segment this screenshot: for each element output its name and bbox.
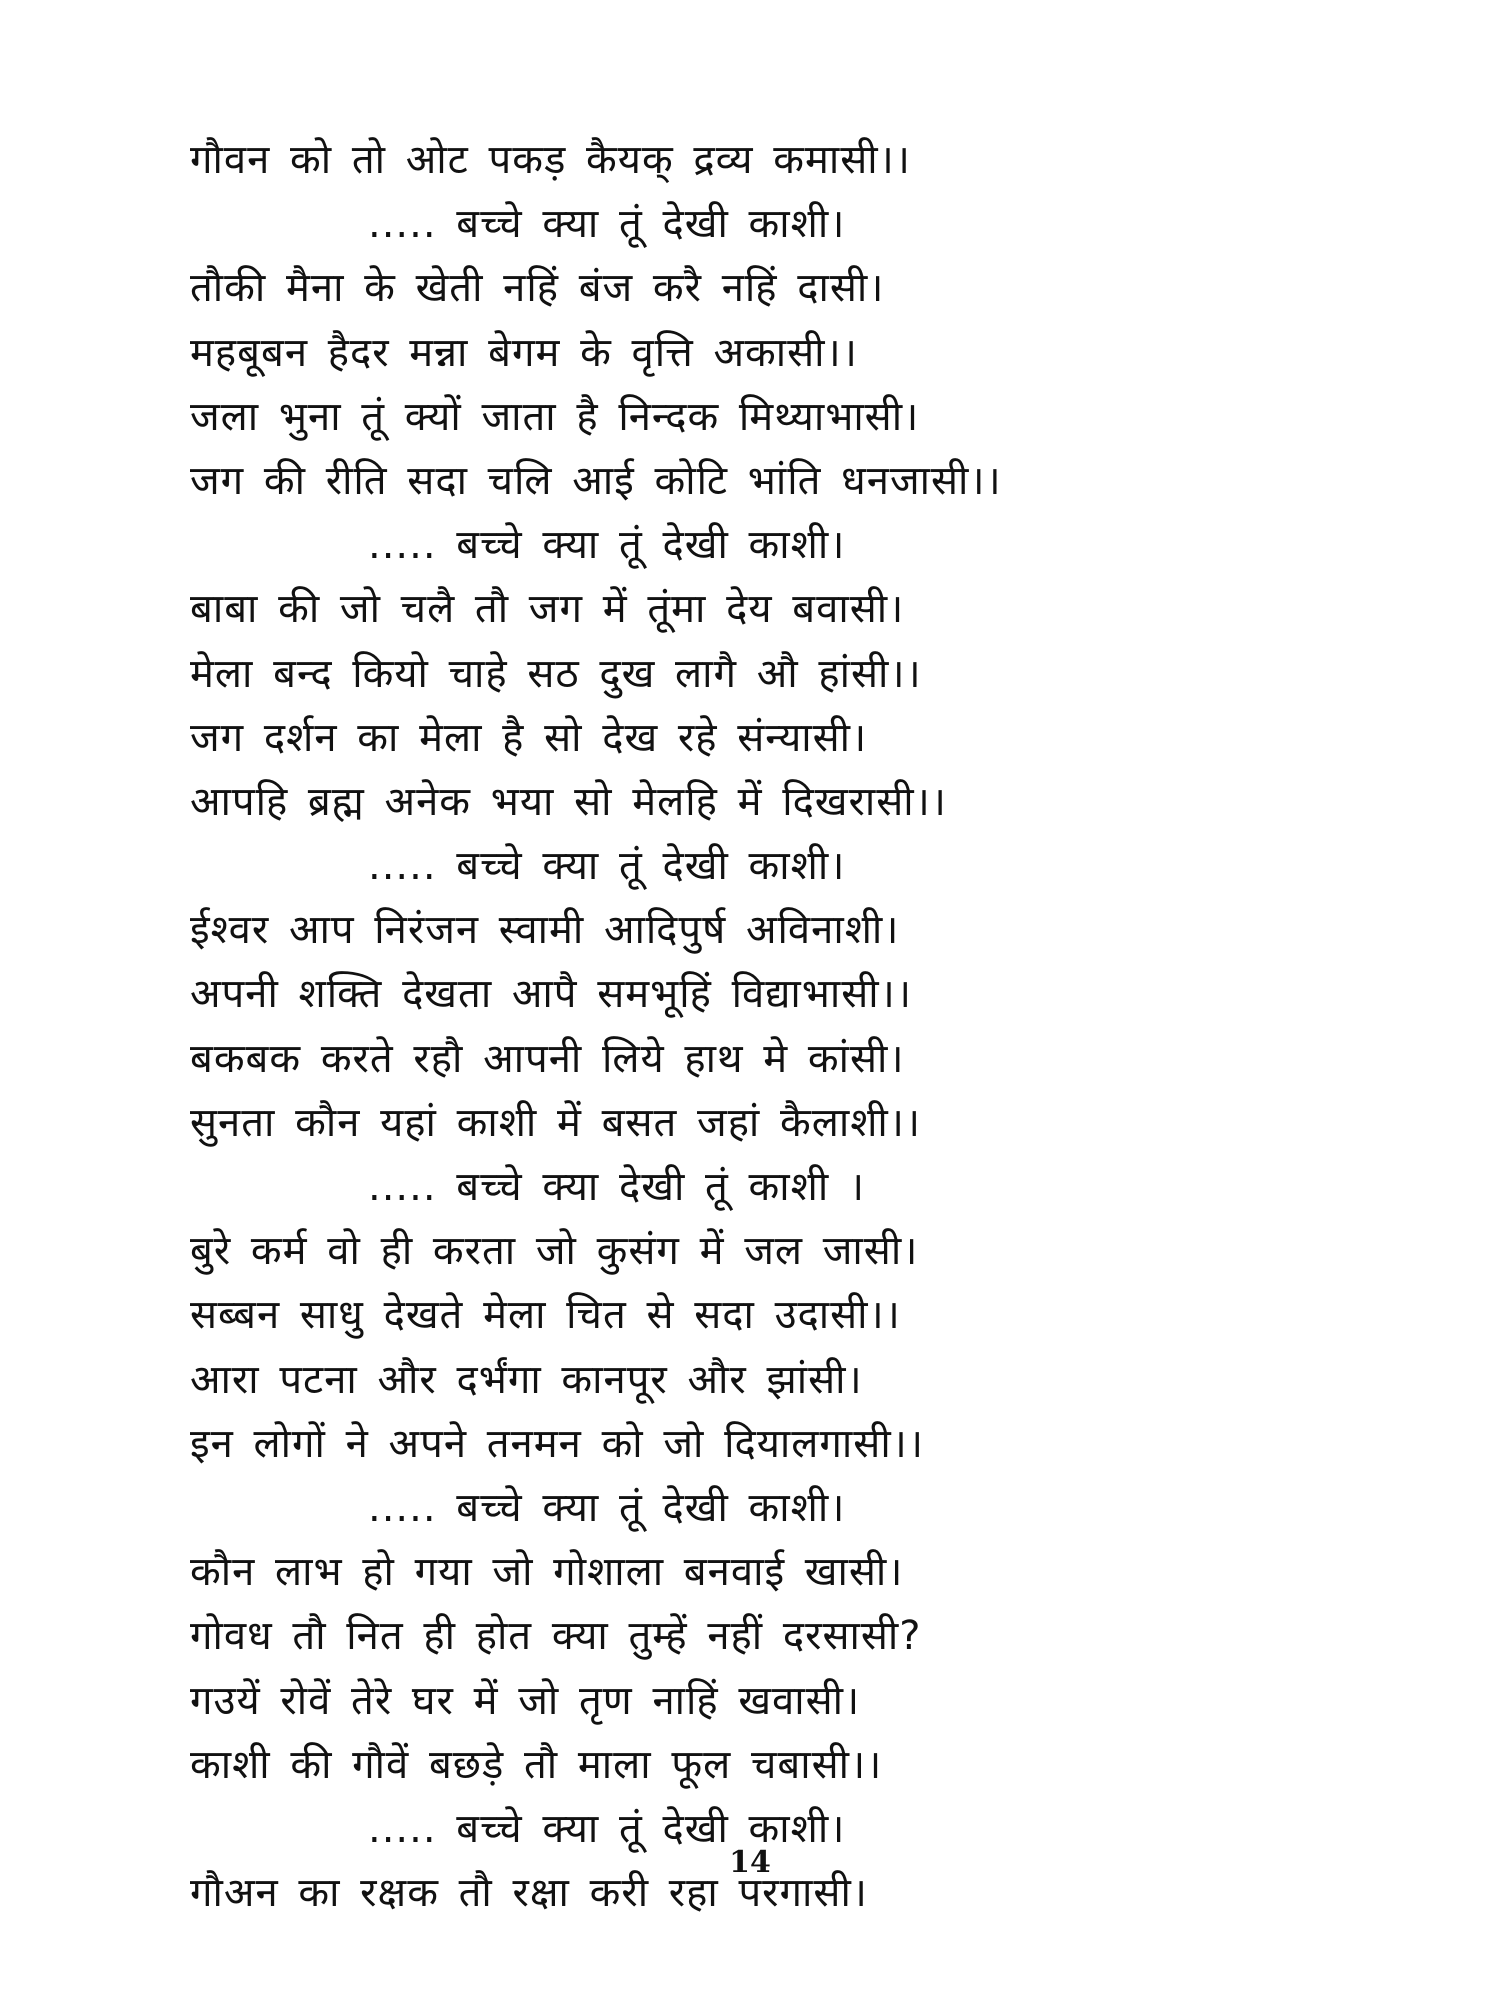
poem-refrain: ..... बच्चे क्या तूं देखी काशी। [368,522,846,569]
poem-refrain: ..... बच्चे क्या तूं देखी काशी। [368,843,846,890]
poem-line: बाबा की जो चलै तौ जग में तूंमा देय बवासी। [190,586,905,633]
poem-line: सब्बन साधु देखते मेला चित से सदा उदासी।। [190,1292,901,1339]
poem-line: तौकी मैना के खेती नहिं बंज करै नहिं दासी। [190,265,885,312]
poem-line: जला भुना तूं क्यों जाता है निन्दक मिथ्याभासी। [190,393,920,440]
poem-line: सुनता कौन यहां काशी में बसत जहां कैलाशी।। [190,1099,922,1146]
poem-line: आपहि ब्रह्म अनेक भया सो मेलहि में दिखरासी।। [190,778,947,825]
poem-line: बकबक करते रहौ आपनी लिये हाथ मे कांसी। [190,1035,905,1082]
poem-refrain: ..... बच्चे क्या तूं देखी काशी। [368,1484,846,1531]
page-number: 14 [729,1845,771,1880]
poem-line: गौवन को तो ओट पकड़ कैयक् द्रव्य कमासी।। [190,137,911,183]
poem-line: गोवध तौ नित ही होत क्या तुम्हें नहीं दरसासी? [190,1613,922,1660]
poem-refrain: ..... बच्चे क्या तूं देखी काशी। [368,201,846,248]
poem-line: इन लोगों ने अपने तनमन को जो दियालगासी।। [190,1420,925,1467]
poem-line: अपनी शक्ति देखता आपै समभूहिं विद्याभासी।। [190,971,912,1018]
poem-line: गउयें रोवें तेरे घर में जो तृण नाहिं खवासी। [190,1677,861,1724]
poem-body [190,128,1390,1925]
poem-line: ईश्वर आप निरंजन स्वामी आदिपुर्ष अविनाशी। [190,907,900,954]
poem-line: बुरे कर्म वो ही करता जो कुसंग में जल जासी। [190,1228,919,1275]
poem-line: मेला बन्द कियो चाहे सठ दुख लागै औ हांसी।। [190,650,922,697]
poem-line: काशी की गौवें बछड़े तौ माला फूल चबासी।। [190,1741,883,1788]
poem-line: गौअन का रक्षक तौ रक्षा करी रहा परगासी। [190,1870,868,1917]
poem-line: जग दर्शन का मेला है सो देख रहे संन्यासी। [190,714,868,761]
poem-refrain: ..... बच्चे क्या देखी तूं काशी । [368,1164,866,1210]
poem-line: महबूबन हैदर मन्ना बेगम के वृत्ति अकासी।। [190,329,858,376]
poem-line: जग की रीति सदा चलि आई कोटि भांति धनजासी।। [190,457,1002,504]
poem-line: आरा पटना और दर्भंगा कानपूर और झांसी। [190,1356,863,1403]
poem-refrain: ..... बच्चे क्या तूं देखी काशी। [368,1805,846,1852]
poem-line: कौन लाभ हो गया जो गोशाला बनवाई खासी। [190,1549,904,1596]
